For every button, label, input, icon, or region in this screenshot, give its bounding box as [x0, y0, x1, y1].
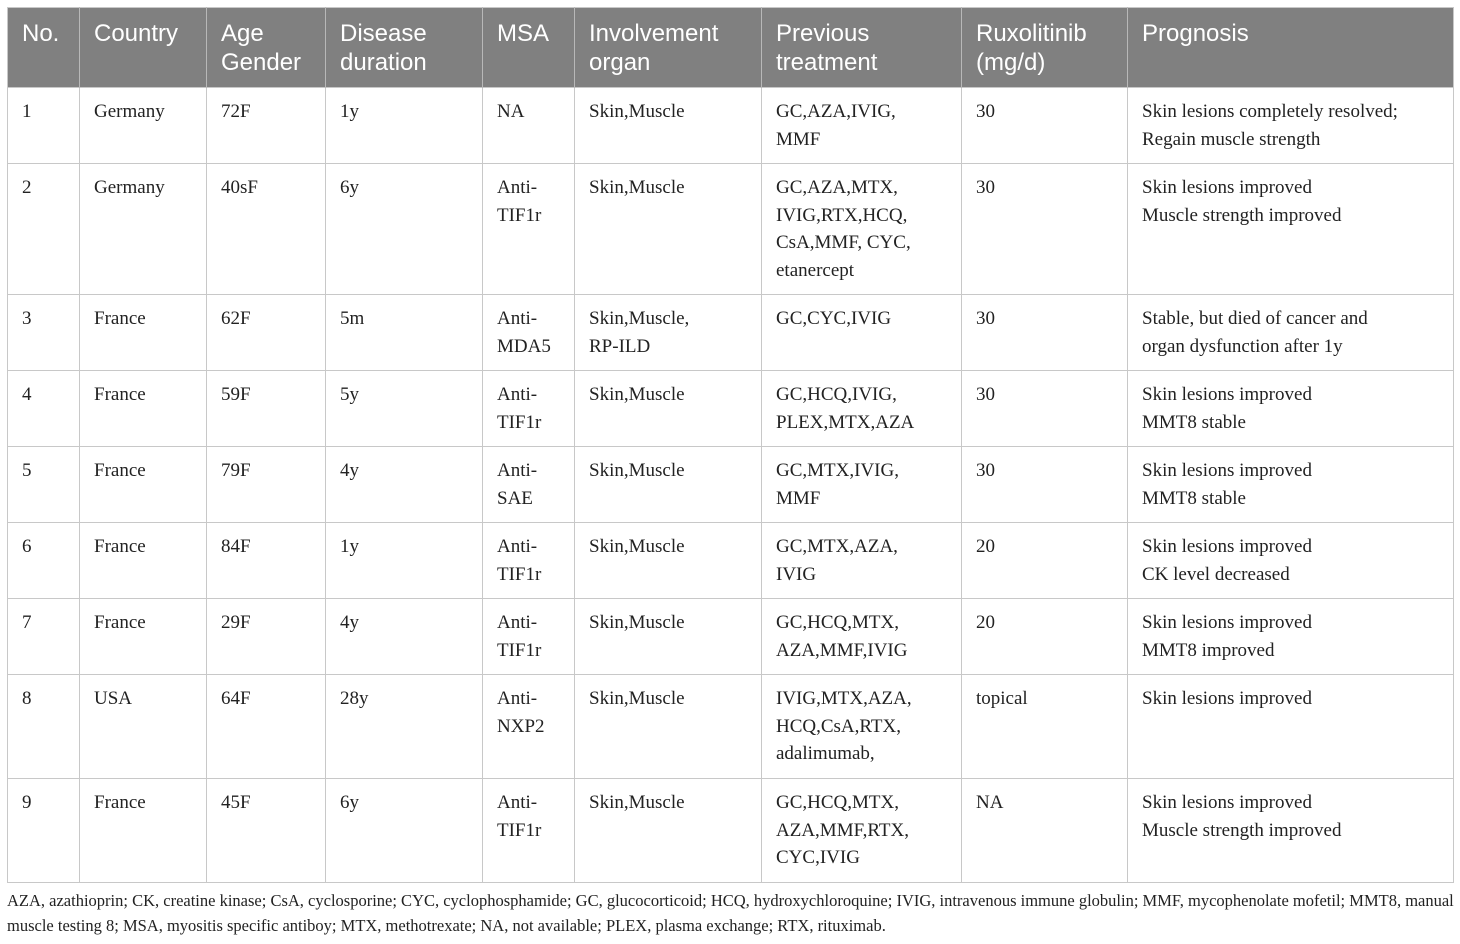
- cell-country: USA: [80, 675, 207, 779]
- cell-involvement-organ: Skin,Muscle: [575, 88, 762, 164]
- header-age-gender: Age Gender: [207, 8, 326, 88]
- table-row: [8, 88, 1454, 164]
- cell-involvement-organ: Skin,Muscle: [575, 371, 762, 447]
- cell-prognosis: Skin lesions improved Muscle strength improved: [1128, 779, 1454, 883]
- cell-ruxolitinib-dose: 30: [962, 447, 1128, 523]
- cell-age-gender: 45F: [207, 779, 326, 883]
- cell-country: France: [80, 599, 207, 675]
- cell-previous-treatment: GC,HCQ,IVIG, PLEX,MTX,AZA: [762, 371, 962, 447]
- cell-prognosis: Skin lesions improved CK level decreased: [1128, 523, 1454, 599]
- table-row: [8, 371, 1454, 447]
- cell-no: 6: [8, 523, 80, 599]
- cell-disease-duration: 4y: [326, 599, 483, 675]
- cell-country: France: [80, 523, 207, 599]
- cell-prognosis: Stable, but died of cancer and organ dysfunction after 1y: [1128, 295, 1454, 371]
- cell-disease-duration: 6y: [326, 164, 483, 295]
- cell-country: Germany: [80, 88, 207, 164]
- header-msa: MSA: [483, 8, 575, 88]
- cell-previous-treatment: GC,HCQ,MTX, AZA,MMF,IVIG: [762, 599, 962, 675]
- cell-msa: Anti- TIF1r: [483, 599, 575, 675]
- cell-disease-duration: 5y: [326, 371, 483, 447]
- cell-involvement-organ: Skin,Muscle: [575, 523, 762, 599]
- cell-age-gender: 72F: [207, 88, 326, 164]
- cell-age-gender: 29F: [207, 599, 326, 675]
- cell-no: 9: [8, 779, 80, 883]
- table-container: [7, 7, 1453, 883]
- table-row: [8, 164, 1454, 295]
- cell-msa: Anti- TIF1r: [483, 523, 575, 599]
- cell-msa: NA: [483, 88, 575, 164]
- cell-ruxolitinib-dose: 30: [962, 164, 1128, 295]
- cell-age-gender: 62F: [207, 295, 326, 371]
- cell-previous-treatment: GC,MTX,AZA, IVIG: [762, 523, 962, 599]
- cell-msa: Anti- TIF1r: [483, 371, 575, 447]
- cell-disease-duration: 28y: [326, 675, 483, 779]
- cell-no: 1: [8, 88, 80, 164]
- cell-prognosis: Skin lesions improved MMT8 improved: [1128, 599, 1454, 675]
- header-previous-treatment: Previous treatment: [762, 8, 962, 88]
- cell-no: 7: [8, 599, 80, 675]
- cell-previous-treatment: GC,AZA,MTX, IVIG,RTX,HCQ, CsA,MMF, CYC, etanercept: [762, 164, 962, 295]
- header-prognosis: Prognosis: [1128, 8, 1454, 88]
- cell-involvement-organ: Skin,Muscle, RP-ILD: [575, 295, 762, 371]
- cell-msa: Anti- SAE: [483, 447, 575, 523]
- header-row: [8, 8, 1454, 88]
- cell-involvement-organ: Skin,Muscle: [575, 779, 762, 883]
- cell-no: 5: [8, 447, 80, 523]
- cell-age-gender: 64F: [207, 675, 326, 779]
- cell-age-gender: 84F: [207, 523, 326, 599]
- cell-involvement-organ: Skin,Muscle: [575, 599, 762, 675]
- cell-no: 4: [8, 371, 80, 447]
- cell-country: France: [80, 447, 207, 523]
- header-disease-duration: Disease duration: [326, 8, 483, 88]
- cell-country: France: [80, 371, 207, 447]
- table-row: [8, 523, 1454, 599]
- cell-msa: Anti- TIF1r: [483, 164, 575, 295]
- cell-ruxolitinib-dose: 20: [962, 599, 1128, 675]
- header-no: No.: [8, 8, 80, 88]
- header-involvement-organ: Involvement organ: [575, 8, 762, 88]
- table-row: [8, 447, 1454, 523]
- cell-ruxolitinib-dose: 20: [962, 523, 1128, 599]
- table-row: [8, 675, 1454, 779]
- cell-prognosis: Skin lesions improved: [1128, 675, 1454, 779]
- table-row: [8, 295, 1454, 371]
- cell-msa: Anti- TIF1r: [483, 779, 575, 883]
- header-country: Country: [80, 8, 207, 88]
- table-body: [8, 88, 1454, 883]
- cell-country: Germany: [80, 164, 207, 295]
- cell-age-gender: 79F: [207, 447, 326, 523]
- cell-involvement-organ: Skin,Muscle: [575, 164, 762, 295]
- ruxolitinib-case-table: [7, 7, 1454, 883]
- cell-involvement-organ: Skin,Muscle: [575, 447, 762, 523]
- cell-disease-duration: 6y: [326, 779, 483, 883]
- cell-disease-duration: 4y: [326, 447, 483, 523]
- cell-no: 2: [8, 164, 80, 295]
- cell-involvement-organ: Skin,Muscle: [575, 675, 762, 779]
- cell-msa: Anti- NXP2: [483, 675, 575, 779]
- cell-prognosis: Skin lesions improved MMT8 stable: [1128, 371, 1454, 447]
- cell-disease-duration: 1y: [326, 88, 483, 164]
- cell-age-gender: 40sF: [207, 164, 326, 295]
- cell-previous-treatment: IVIG,MTX,AZA, HCQ,CsA,RTX, adalimumab,: [762, 675, 962, 779]
- cell-ruxolitinib-dose: NA: [962, 779, 1128, 883]
- cell-disease-duration: 1y: [326, 523, 483, 599]
- cell-prognosis: Skin lesions improved MMT8 stable: [1128, 447, 1454, 523]
- cell-ruxolitinib-dose: 30: [962, 88, 1128, 164]
- cell-country: France: [80, 779, 207, 883]
- cell-ruxolitinib-dose: 30: [962, 295, 1128, 371]
- cell-ruxolitinib-dose: 30: [962, 371, 1128, 447]
- cell-disease-duration: 5m: [326, 295, 483, 371]
- table-row: [8, 779, 1454, 883]
- cell-no: 3: [8, 295, 80, 371]
- cell-age-gender: 59F: [207, 371, 326, 447]
- cell-previous-treatment: GC,MTX,IVIG, MMF: [762, 447, 962, 523]
- table-footnote: AZA, azathioprin; CK, creatine kinase; CsA, cyclosporine; CYC, cyclophosphamide; GC, glucocorticoid; HCQ, hydroxychloroquine; IVIG, intravenous immune globulin; MMF, mycophenolate mofetil; MMT8, manual muscle testing 8; MSA, myositis specific antiboy; MTX, methotrexate; NA, not available; PLEX, plasma exchange; RTX, rituximab.: [7, 891, 1454, 935]
- cell-no: 8: [8, 675, 80, 779]
- header-ruxolitinib-dose: Ruxolitinib (mg/d): [962, 8, 1128, 88]
- cell-prognosis: Skin lesions improved Muscle strength improved: [1128, 164, 1454, 295]
- cell-msa: Anti- MDA5: [483, 295, 575, 371]
- cell-previous-treatment: GC,AZA,IVIG, MMF: [762, 88, 962, 164]
- cell-previous-treatment: GC,HCQ,MTX, AZA,MMF,RTX, CYC,IVIG: [762, 779, 962, 883]
- cell-prognosis: Skin lesions completely resolved; Regain muscle strength: [1128, 88, 1454, 164]
- cell-ruxolitinib-dose: topical: [962, 675, 1128, 779]
- table-row: [8, 599, 1454, 675]
- cell-previous-treatment: GC,CYC,IVIG: [762, 295, 962, 371]
- cell-country: France: [80, 295, 207, 371]
